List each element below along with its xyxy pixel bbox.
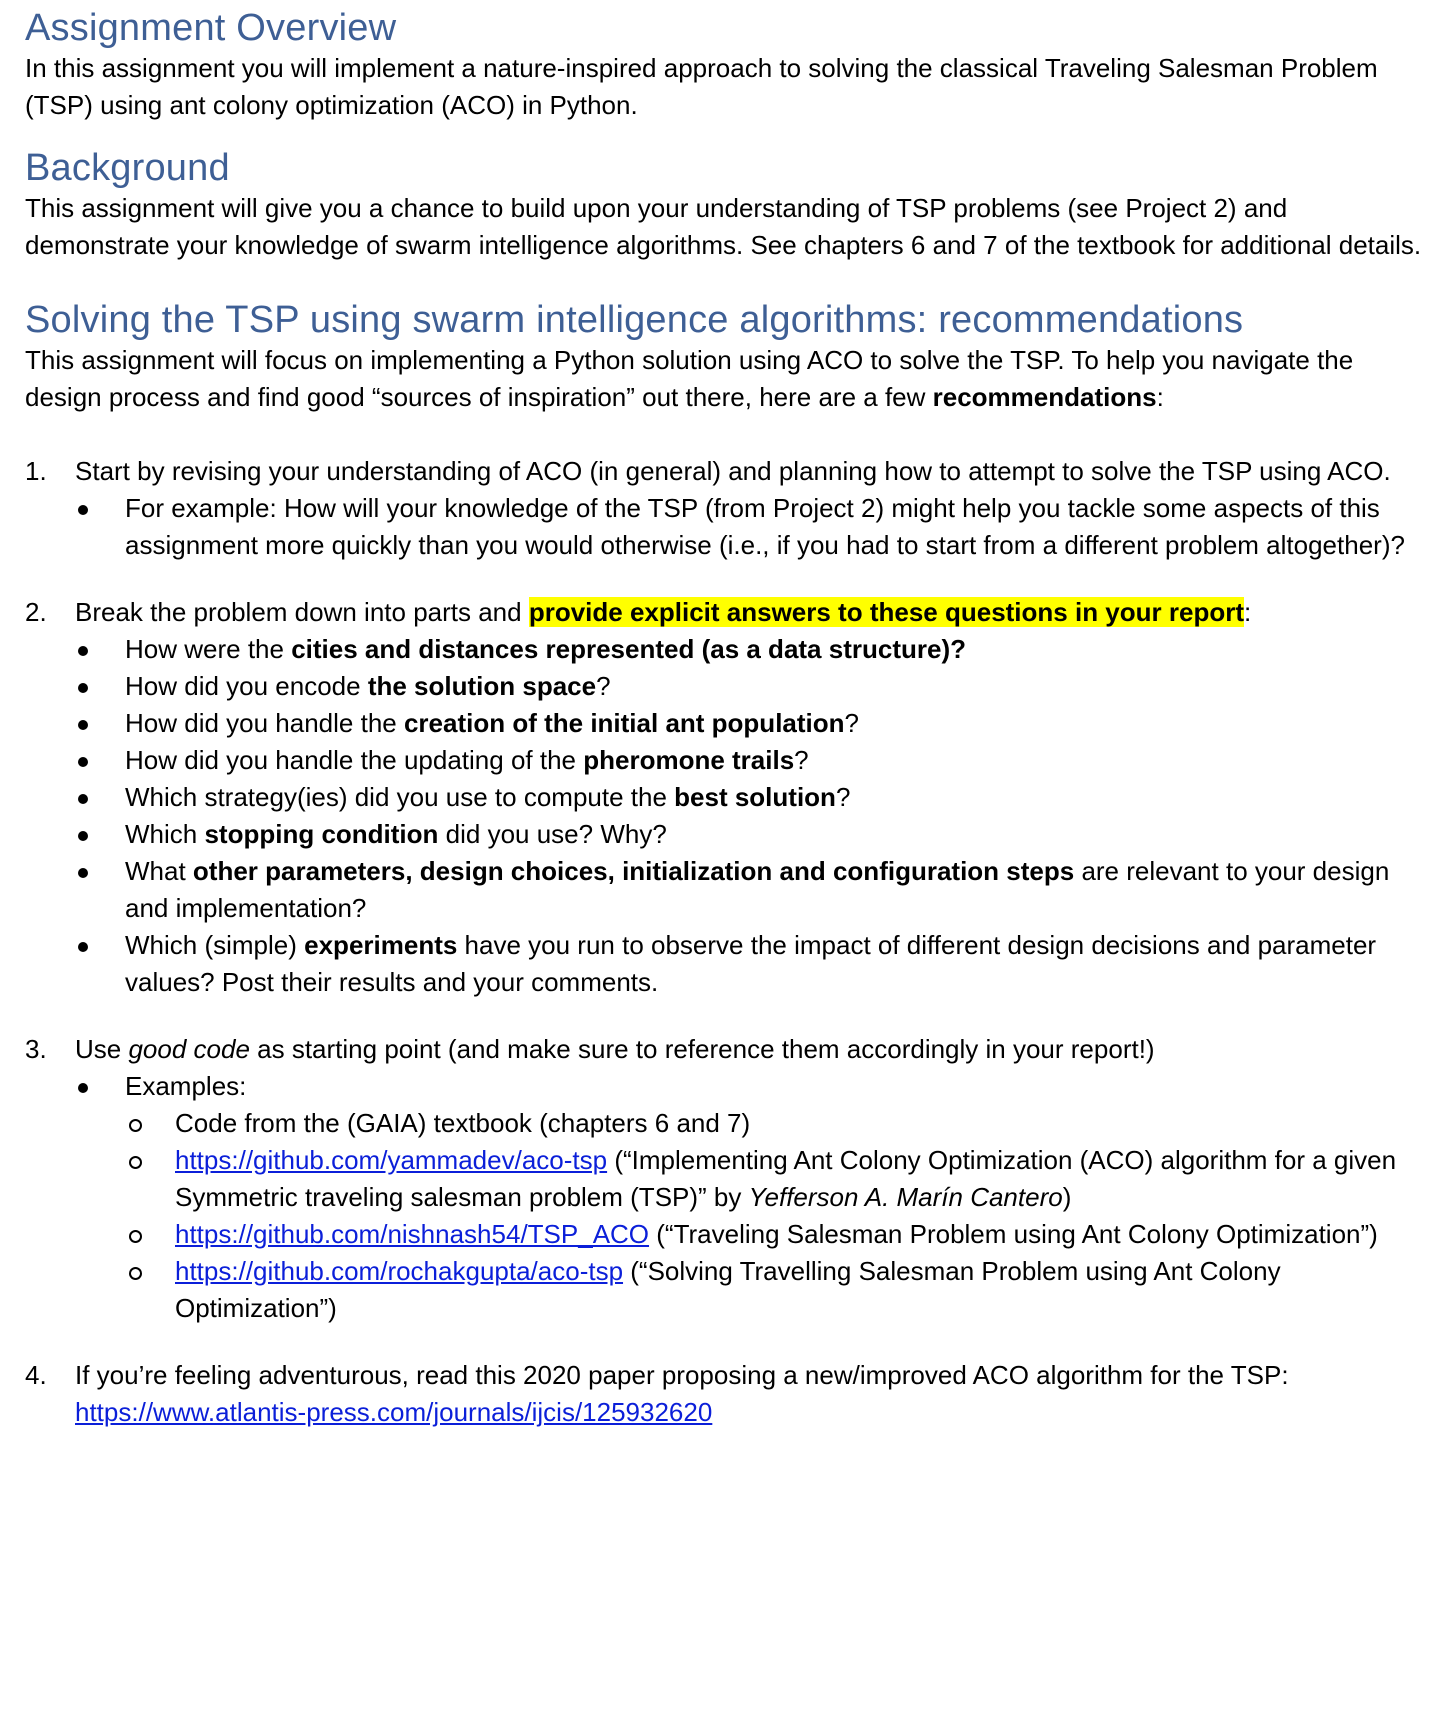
bullet-dot-icon xyxy=(78,794,88,804)
recommendation-item-2 xyxy=(25,594,1425,1001)
example-item xyxy=(125,1216,1425,1253)
question-bold: stopping condition xyxy=(204,819,439,849)
bullet-item xyxy=(75,490,1425,564)
background-paragraph: This assignment will give you a chance to build upon your understanding of TSP problems (see Project 2) and demonstrate your knowledge of swarm intelligence algorithms. See chapters 6 and 7 of the textbook for additional details. xyxy=(25,193,1422,260)
circle-bullet-icon xyxy=(129,1119,142,1132)
bullet-dot-icon xyxy=(78,505,88,515)
overview-paragraph: In this assignment you will implement a nature-inspired approach to solving the classical Traveling Salesman Problem (TSP) using ant colony optimization (ACO) in Python. xyxy=(25,53,1378,120)
recommendations-list xyxy=(25,453,1425,1431)
question-bold: pheromone trails xyxy=(583,745,795,775)
question-text: How were the xyxy=(125,634,292,664)
swarm-paragraph-bold: recommendations xyxy=(932,382,1157,412)
example-author: Yefferson A. Marín Cantero xyxy=(748,1182,1063,1212)
item-1-bullets xyxy=(75,490,1425,564)
question-bold: cities and distances represented (as a data structure)? xyxy=(291,634,966,664)
example-item xyxy=(125,1253,1425,1327)
link-rochakgupta-aco-tsp[interactable]: https://github.com/rochakgupta/aco-tsp xyxy=(175,1256,624,1286)
question-text: ? xyxy=(835,782,851,812)
example-text: ) xyxy=(1062,1182,1072,1212)
bullet-dot-icon xyxy=(78,683,88,693)
item-link-line xyxy=(75,1394,1425,1431)
examples-list xyxy=(125,1105,1425,1327)
item-number: 2. xyxy=(25,597,47,627)
question-text: Which (simple) xyxy=(125,930,305,960)
recommendation-item-3 xyxy=(25,1031,1425,1327)
heading-background: Background xyxy=(25,147,230,189)
question-bold: experiments xyxy=(304,930,458,960)
heading-swarm-recommendations: Solving the TSP using swarm intelligence algorithms: recommendations xyxy=(25,299,1244,341)
question-text: have you run to observe the impact of different design decisions and parameter values? Post their results and your comments. xyxy=(125,930,1377,997)
example-item xyxy=(125,1142,1425,1216)
item-text-part: as starting point (and make sure to reference them accordingly in your report!) xyxy=(249,1034,1155,1064)
item-text xyxy=(75,1031,1425,1068)
question-text: How did you encode xyxy=(125,671,368,701)
bullet-dot-icon xyxy=(78,868,88,878)
item-text-part: Use xyxy=(75,1034,129,1064)
question-bold: best solution xyxy=(674,782,836,812)
document-page xyxy=(25,0,1425,1431)
bullet-dot-icon xyxy=(78,942,88,952)
question-text: are relevant to your design and implementation? xyxy=(125,856,1390,923)
recommendation-item-4 xyxy=(25,1357,1425,1431)
item-text-part: Break the problem down into parts and xyxy=(75,597,529,627)
item-text: Start by revising your understanding of ACO (in general) and planning how to attempt to solve the TSP using ACO. xyxy=(75,456,1391,486)
bullet-item xyxy=(75,1068,1425,1327)
circle-bullet-icon xyxy=(129,1267,142,1280)
circle-bullet-icon xyxy=(129,1230,142,1243)
link-nishnash54-tsp-aco[interactable]: https://github.com/nishnash54/TSP_ACO xyxy=(175,1219,650,1249)
question-text: ? xyxy=(596,671,611,701)
question-bold: the solution space xyxy=(367,671,597,701)
item-text xyxy=(75,594,1425,631)
circle-bullet-icon xyxy=(129,1156,142,1169)
question-bold: other parameters, design choices, initialization and configuration steps xyxy=(192,856,1075,886)
question-text: Which strategy(ies) did you use to compute the xyxy=(125,782,675,812)
question-item xyxy=(75,631,1425,668)
bullet-dot-icon xyxy=(78,646,88,656)
example-text: (“Solving Travelling Salesman Problem using Ant Colony Optimization”) xyxy=(175,1256,1281,1323)
question-text: ? xyxy=(844,708,859,738)
examples-label: Examples: xyxy=(125,1071,247,1101)
swarm-paragraph-text: This assignment will focus on implementing a Python solution using ACO to solve the TSP. To help you navigate the design process and find good “sources of inspiration” out there, here are a few xyxy=(25,345,1354,412)
question-item xyxy=(75,705,1425,742)
item-number: 4. xyxy=(25,1360,47,1390)
bullet-text: For example: How will your knowledge of the TSP (from Project 2) might help you tackle some aspects of this assignment more quickly than you would otherwise (i.e., if you had to start from a different problem altogether)? xyxy=(125,493,1405,560)
question-item xyxy=(75,742,1425,779)
swarm-paragraph xyxy=(25,342,1425,416)
bullet-dot-icon xyxy=(78,1083,88,1093)
highlighted-instruction: provide explicit answers to these questions in your report xyxy=(528,597,1244,627)
example-item xyxy=(125,1105,1425,1142)
item-text: If you’re feeling adventurous, read this 2020 paper proposing a new/improved ACO algorithm for the TSP: xyxy=(75,1360,1289,1390)
bullet-dot-icon xyxy=(78,720,88,730)
example-text: (“Traveling Salesman Problem using Ant Colony Optimization”) xyxy=(649,1219,1378,1249)
item-text-part: : xyxy=(1244,597,1252,627)
link-atlantis-press-paper[interactable]: https://www.atlantis-press.com/journals/ijcis/125932620 xyxy=(75,1397,713,1427)
question-item xyxy=(75,668,1425,705)
item-number: 3. xyxy=(25,1034,47,1064)
question-text: ? xyxy=(794,745,809,775)
question-item xyxy=(75,816,1425,853)
bullet-dot-icon xyxy=(78,831,88,841)
question-text: Which xyxy=(125,819,205,849)
swarm-paragraph-colon: : xyxy=(1156,382,1164,412)
question-item xyxy=(75,779,1425,816)
question-text: How did you handle the updating of the xyxy=(125,745,584,775)
item-number: 1. xyxy=(25,456,47,486)
heading-assignment-overview: Assignment Overview xyxy=(25,7,397,49)
question-item xyxy=(75,927,1425,1001)
question-bold: creation of the initial ant population xyxy=(403,708,845,738)
question-text: How did you handle the xyxy=(125,708,404,738)
question-text: What xyxy=(125,856,193,886)
item-2-questions xyxy=(75,631,1425,1001)
item-text-italic: good code xyxy=(128,1034,250,1064)
question-text: did you use? Why? xyxy=(438,819,667,849)
link-yammadev-aco-tsp[interactable]: https://github.com/yammadev/aco-tsp xyxy=(175,1145,608,1175)
example-text: (“Implementing Ant Colony Optimization (ACO) algorithm for a given Symmetric traveling salesman problem (TSP)” by xyxy=(175,1145,1397,1212)
item-3-bullets xyxy=(75,1068,1425,1327)
recommendation-item-1 xyxy=(25,453,1425,564)
bullet-dot-icon xyxy=(78,757,88,767)
question-item xyxy=(75,853,1425,927)
example-text: Code from the (GAIA) textbook (chapters 6 and 7) xyxy=(175,1108,751,1138)
